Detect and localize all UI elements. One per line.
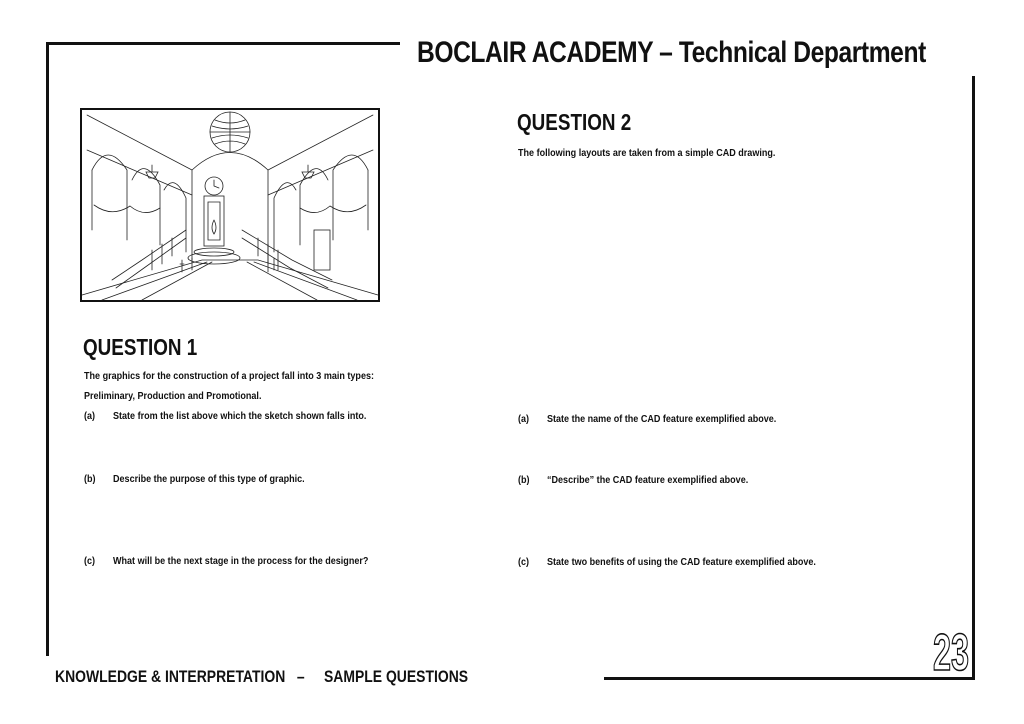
item-text: “Describe” the CAD feature exemplified above. [547, 474, 749, 486]
item-label: (a) [84, 410, 96, 422]
question1-title: QUESTION 1 [83, 334, 198, 360]
page-number [933, 616, 969, 682]
item-text: State the name of the CAD feature exemplified above. [547, 413, 777, 425]
item-label: (b) [518, 474, 530, 486]
item-text: State two benefits of using the CAD feature exemplified above. [547, 556, 816, 568]
item-text: Describe the purpose of this type of graphic. [113, 473, 305, 485]
item-label: (a) [518, 413, 530, 425]
footer-text: KNOWLEDGE & INTERPRETATION – SAMPLE QUESTIONS [55, 667, 469, 686]
item-text: What will be the next stage in the process for the designer? [113, 555, 369, 567]
frame-bottom-line [604, 677, 975, 680]
hall-sketch-image [80, 108, 380, 302]
header-title: BOCLAIR ACADEMY – Technical Department [417, 36, 926, 69]
item-text: State from the list above which the sketch shown falls into. [113, 410, 367, 422]
item-label: (c) [84, 555, 96, 567]
question1-intro-line1: The graphics for the construction of a project fall into 3 main types: [84, 370, 375, 382]
question2-title: QUESTION 2 [517, 109, 632, 135]
question1-intro-line2: Preliminary, Production and Promotional. [84, 390, 262, 402]
item-label: (b) [84, 473, 96, 485]
question2-intro: The following layouts are taken from a simple CAD drawing. [518, 147, 776, 159]
item-label: (c) [518, 556, 530, 568]
frame-right-line [972, 76, 975, 680]
frame-left-line [46, 42, 49, 656]
frame-top-line [46, 42, 400, 45]
page-number-text: 23 [933, 624, 969, 682]
